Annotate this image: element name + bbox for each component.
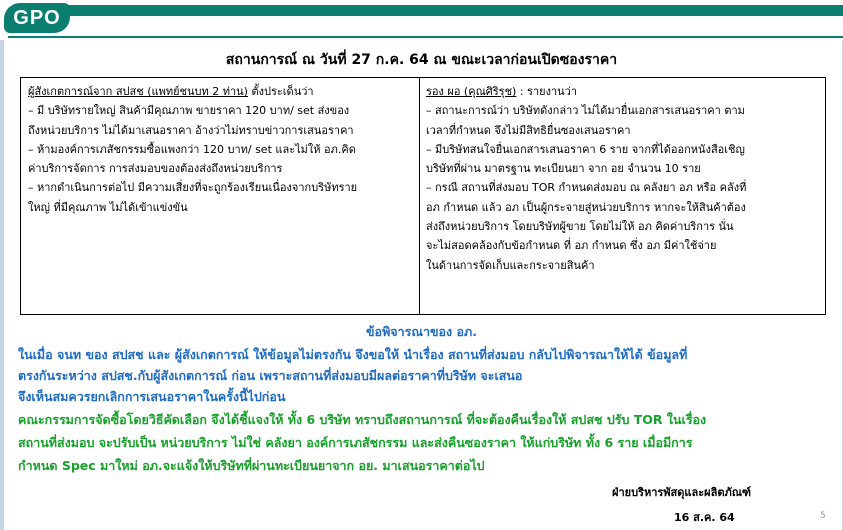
- observer-header: [28, 82, 413, 101]
- observer-line: – ห้ามองค์การเภสัชกรรมซื้อแพงกว่า 120 บาท/ set และไม่ให้ อภ.คิด: [28, 142, 356, 156]
- observer-line: ค่าบริการจัดการ การส่งมอบของต้องส่งถึงหน่วยบริการ: [28, 162, 283, 176]
- signature-date: 16 ส.ค. 64: [674, 511, 735, 524]
- deputy-director-column: [426, 82, 822, 275]
- page-title: สถานการณ์ ณ วันที่ 27 ก.ค. 64 ณ ขณะเวลาก่อนเปิดซองราคา: [225, 52, 618, 68]
- header-line: [8, 36, 843, 38]
- deputy-line: – กรณี สถานที่ส่งมอบ TOR กำหนดส่งมอบ ณ คลังยา อภ หรือ คลังที่: [426, 181, 747, 195]
- consideration-green-line: คณะกรรมการจัดซื้อโดยวิธีคัดเลือก จึงได้ชี้แจงให้ ทั้ง 6 บริษัท ทราบถึงสถานการณ์ ที่จะต้องคืนเรื่องให้ สปสช ปรับ TOR ในเรื่อง: [18, 412, 707, 427]
- observer-line: – หากดำเนินการต่อไป มีความเสี่ยงที่จะถูกร้องเรียนเนื่องจากบริษัทราย: [28, 181, 358, 195]
- consideration-title: ข้อพิจารณาของ อภ.: [366, 324, 477, 339]
- deputy-line: ในด้านการจัดเก็บและกระจายสินค้า: [426, 258, 595, 272]
- situation-table: [20, 77, 826, 315]
- consideration-blue-line: ในเมื่อ จนท ของ สปสช และ ผู้สังเกตการณ์ ให้ข้อมูลไม่ตรงกัน จึงขอให้ นำเรื่อง สถานที่ส่งมอบ กลับไปพิจารณาให้ได้ ข้อมูลที่: [18, 347, 688, 362]
- header-bar: [0, 0, 843, 40]
- deputy-header-rest: : รายงานว่า: [516, 85, 577, 98]
- consideration-green-line: สถานที่ส่งมอบ จะปรับเป็น หน่วยบริการ ไม่ใช่ คลังยา องค์การเภสัชกรรม และส่งคืนซองราคา ให้แก่บริษัท ทั้ง 6 ราย เมื่อมีการ: [18, 435, 693, 450]
- deputy-header-underlined: รอง ผอ (คุณศิริรุช): [426, 85, 517, 98]
- deputy-header: [426, 82, 822, 101]
- observer-line: ใหญ่ ที่มีคุณภาพ ไม่ได้เข้าแข่งขัน: [28, 200, 188, 214]
- consideration-green-line: กำหนด Spec มาใหม่ อภ.จะแจ้งให้บริษัทที่ผ่านทะเบียนยาจาก อย. มาเสนอราคาต่อไป: [18, 458, 485, 473]
- page-number: 5: [820, 511, 826, 521]
- observer-header-underlined: ผู้สังเกตการณ์จาก สปสช (แพทย์ชนบท 2 ท่าน): [28, 85, 248, 98]
- deputy-line: บริษัทที่ผ่าน มาตรฐาน ทะเบียนยา จาก อย จำนวน 10 ราย: [426, 162, 701, 176]
- signature-department: ฝ่ายบริหารพัสดุและผลิตภัณฑ์: [612, 486, 752, 499]
- consideration-green-block: [18, 408, 828, 477]
- deputy-line: ส่งถึงหน่วยบริการ โดยบริษัทผู้ขาย โดยไม่ให้ อภ คิดค่าบริการ นั่น: [426, 220, 734, 234]
- consideration-blue-line: ตรงกันระหว่าง สปสช.กับผู้สังเกตการณ์ ก่อน เพราะสถานที่ส่งมอบมีผลต่อราคาที่บริษัท จะเสนอ: [18, 368, 523, 383]
- observer-column: [28, 82, 413, 217]
- gpo-logo: GPO: [4, 3, 70, 33]
- column-divider: [419, 78, 420, 314]
- header-band: [60, 5, 843, 16]
- deputy-line: – สถานะการณ์ว่า บริษัทดังกล่าว ไม่ได้มายื่นเอกสารเสนอราคา ตาม: [426, 104, 745, 118]
- consideration-blue-block: [18, 344, 828, 407]
- consideration-blue-line: จึงเห็นสมควรยกเลิกการเสนอราคาในครั้งนี้ไปก่อน: [18, 389, 286, 404]
- observer-line: – มี บริษัทรายใหญ่ สินค้ามีคุณภาพ ขายราคา 120 บาท/ set ส่งของ: [28, 104, 350, 118]
- deputy-line: อภ กำหนด แล้ว อภ เป็นผู้กระจายสู่หน่วยบริการ หากจะให้สินค้าต้อง: [426, 200, 746, 214]
- deputy-line: – มีบริษัทสนใจยื่นเอกสารเสนอราคา 6 ราย จากที่ได้ออกหนังสือเชิญ: [426, 142, 745, 156]
- observer-header-rest: ตั้งประเด็นว่า: [247, 85, 314, 98]
- deputy-line: เวลาที่กำหนด จึงไม่มีสิทธิยื่นซองเสนอราคา: [426, 123, 631, 137]
- observer-line: ถึงหน่วยบริการ ไม่ได้มาเสนอราคา อ้างว่าไม่ทราบข่าวการเสนอราคา: [28, 123, 354, 137]
- deputy-line: จะไม่สอดคล้องกับข้อกำหนด ที่ อภ กำหนด ซึ่ง อภ มีค่าใช้จ่าย: [426, 239, 717, 253]
